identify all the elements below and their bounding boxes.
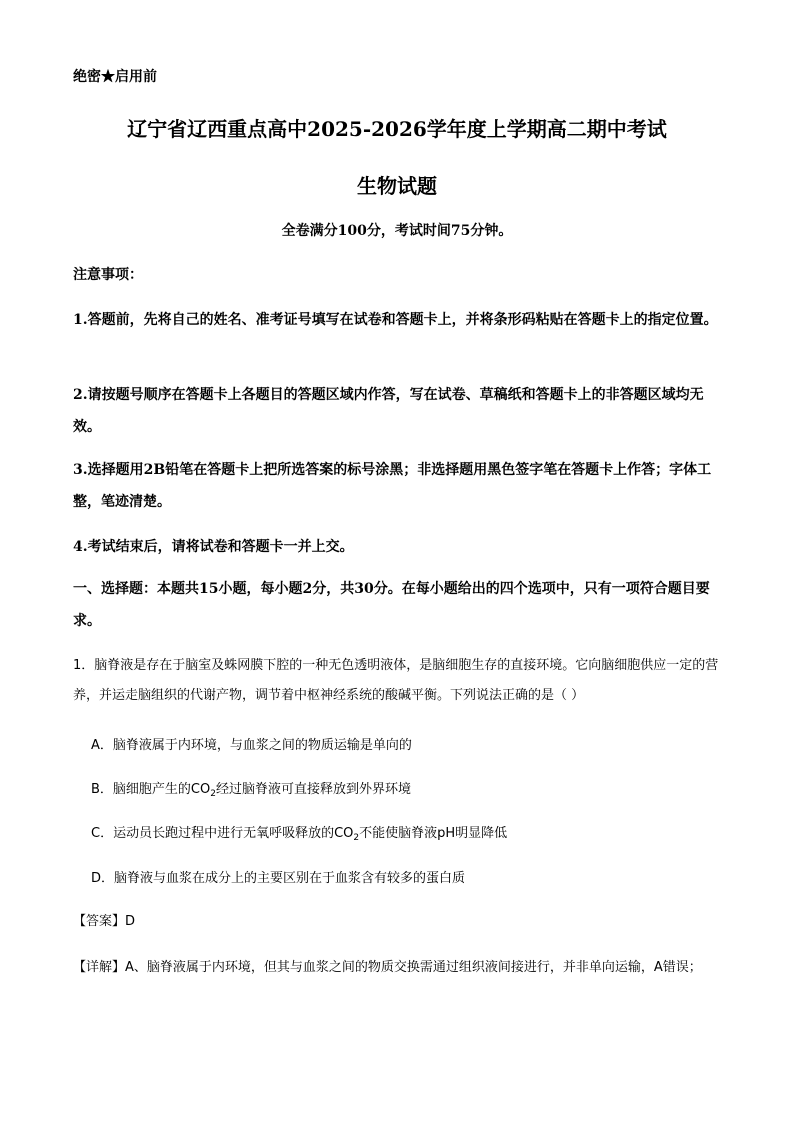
question-stem: 1．脑脊液是存在于脑室及蛛网膜下腔的一种无色透明液体，是脑细胞生存的直接环境。它向脑细胞供应一定的营养，并运走脑组织的代谢产物，调节着中枢神经系统的酸碱平衡。下列说法正确的是（ ） bbox=[73, 658, 719, 703]
answer-detail: 【详解】A、脑脊液属于内环境，但其与血浆之间的物质交换需通过组织液间接进行，并非单向运输，A错误； bbox=[73, 960, 702, 975]
notice-item-3: 3.选择题用2B铅笔在答题卡上把所选答案的标号涂黑；非选择题用黑色签字笔在答题卡上作答；字体工整，笔迹清楚。 bbox=[73, 462, 712, 510]
option-b-post: 经过脑脊液可直接释放到外界环境 bbox=[215, 782, 411, 797]
option-c-pre: C．运动员长跑过程中进行无氧呼吸释放的CO bbox=[91, 826, 354, 841]
subject-title: 生物试题 bbox=[357, 174, 437, 198]
exam-title: 辽宁省辽西重点高中2025-2026学年度上学期高二期中考试 bbox=[127, 117, 667, 141]
option-c bbox=[91, 822, 507, 843]
option-b-sub: 2 bbox=[210, 789, 216, 799]
notice-heading: 注意事项： bbox=[73, 267, 143, 283]
notice-item-4: 4.考试结束后，请将试卷和答题卡一并上交。 bbox=[73, 539, 354, 555]
option-b-pre: B．脑细胞产生的CO bbox=[91, 782, 211, 797]
section-heading: 一、选择题：本题共15小题，每小题2分，共30分。在每小题给出的四个选项中，只有一项符合题目要求。 bbox=[73, 581, 710, 629]
option-d: D．脑脊液与血浆在成分上的主要区别在于血浆含有较多的蛋白质 bbox=[91, 871, 466, 886]
notice-item-1: 1.答题前，先将自己的姓名、准考证号填写在试卷和答题卡上，并将条形码粘贴在答题卡上的指定位置。 bbox=[73, 312, 718, 328]
option-c-sub: 2 bbox=[353, 833, 360, 843]
full-score-note: 全卷满分100分，考试时间75分钟。 bbox=[281, 223, 513, 239]
secret-label: 绝密★启用前 bbox=[73, 69, 157, 85]
answer-label: 【答案】D bbox=[73, 914, 136, 929]
notice-item-2: 2.请按题号顺序在答题卡上各题目的答题区域内作答，写在试卷、草稿纸和答题卡上的非答题区域均无效。 bbox=[73, 387, 704, 435]
option-c-post: 不能使脑脊液pH明显降低 bbox=[359, 826, 508, 841]
option-a: A．脑脊液属于内环境，与血浆之间的物质运输是单向的 bbox=[91, 738, 412, 753]
option-b bbox=[91, 778, 411, 799]
